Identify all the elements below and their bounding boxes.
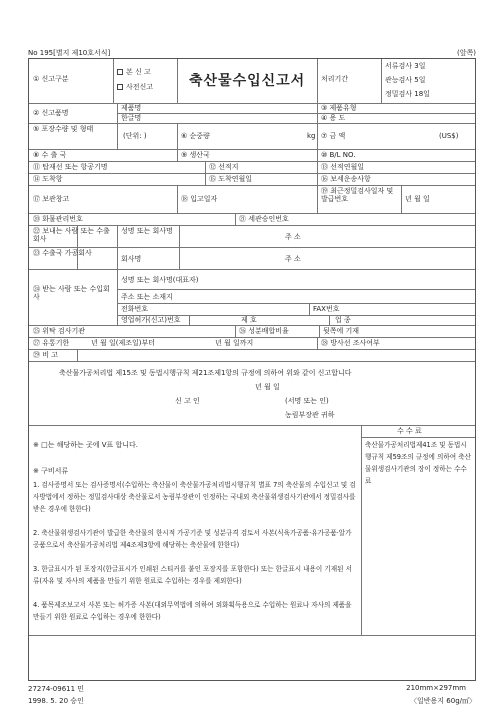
rule bbox=[29, 337, 475, 338]
korean-name-label: 한글명 bbox=[121, 114, 142, 122]
required-doc-item: 1. 검사증명서 또는 검사증명서(수입하는 축산물이 축산물가공처리법시행규칙 별표 7의 축산물의 수입신고 및 검사방법에서 정하는 정밀검사대상 축산물로서 농림부장관이 인정하는 국내외 축산물위생검사기관에서 정밀검사를 받은 경우에 한한다) bbox=[33, 481, 356, 513]
rule bbox=[117, 225, 118, 325]
final-inspection-label: ⑲ 최근정밀검사일자 및 발급번호 bbox=[321, 187, 394, 204]
required-docs-title: ※ 구비서류 bbox=[33, 467, 69, 475]
rule bbox=[117, 289, 475, 290]
importer-name-label: 성명 또는 회사명(대표자) bbox=[121, 276, 199, 284]
period-doc: 서류검사 3일 bbox=[385, 62, 426, 70]
unit-label: (단위: ) bbox=[123, 132, 147, 140]
option-main-report[interactable]: 본 신 고 bbox=[117, 68, 151, 76]
ymd-label: 년 월 일 bbox=[405, 195, 430, 203]
arrival-port-label: ⑭ 도착항 bbox=[33, 175, 63, 183]
option-prior-report[interactable]: 사전신고 bbox=[117, 83, 153, 91]
rule bbox=[401, 185, 402, 213]
declaration-date: 년 월 일 bbox=[255, 383, 280, 391]
importer-license-label: 영업허가(신고)번호 bbox=[121, 316, 181, 324]
usd-unit: (US$) bbox=[439, 132, 459, 140]
rule bbox=[189, 315, 190, 325]
rule bbox=[179, 225, 180, 269]
form-frame bbox=[28, 58, 476, 681]
rule bbox=[29, 173, 475, 174]
maker-label: ㉓ 수출국 가공회사 bbox=[33, 249, 92, 257]
loading-date-label: ⑬ 선적연월일 bbox=[321, 163, 365, 171]
rule bbox=[329, 315, 330, 325]
rule bbox=[117, 103, 118, 149]
net-weight-label: ⑥ 순중량 bbox=[181, 132, 210, 140]
checkbox-icon[interactable] bbox=[117, 69, 123, 75]
processing-period-label: 처리기간 bbox=[321, 75, 349, 83]
expiry-to: 년 월 일까지 bbox=[215, 339, 254, 347]
rule bbox=[29, 185, 475, 186]
rule bbox=[29, 635, 475, 636]
exporter-name-label: 성명 또는 회사명 bbox=[121, 227, 173, 235]
importer-license-no: 제 호 bbox=[241, 316, 257, 324]
paper-type: 〈일반용지 60g/㎡〉 bbox=[410, 697, 476, 705]
approval-date: 1998. 5. 20 승인 bbox=[28, 697, 84, 705]
rule bbox=[77, 349, 78, 361]
rule bbox=[29, 325, 475, 326]
declaration-statement: 축산물가공처리법 제15조 및 동법시행규칙 제21조제1항의 규정에 의하여 위와 같이 신고합니다 bbox=[59, 369, 352, 377]
rule bbox=[29, 247, 475, 248]
period-precision: 정밀검사 18일 bbox=[385, 90, 430, 98]
rule bbox=[361, 425, 362, 635]
fee-text: 축산물가공처리법제41조 및 동법시행규칙 제59조의 규정에 의하여 축산물위생검사기관의 장이 정하는 수수료 bbox=[365, 441, 471, 485]
rule bbox=[317, 149, 318, 185]
paper-size: 210mm×297mm bbox=[406, 684, 466, 692]
arrival-date-label: ⑮ 도착연월일 bbox=[209, 175, 253, 183]
customs-no-label: ㉑ 세관승인번호 bbox=[239, 215, 289, 223]
page-title: 축산물수입신고서 bbox=[189, 73, 306, 89]
rule bbox=[235, 325, 236, 337]
checkbox-note: ※ □는 해당하는 곳에 V표 합니다. bbox=[33, 441, 138, 449]
bonded-transport-label: ⑯ 보세운송사항 bbox=[321, 175, 371, 183]
product-label: ② 신고품명 bbox=[33, 109, 69, 117]
fee-title: 수 수 료 bbox=[397, 427, 422, 435]
warehouse-label: ⑰ 보관창고 bbox=[33, 195, 70, 203]
bl-no-label: ⑩ B/L NO. bbox=[321, 151, 356, 159]
amount-label: ⑦ 금 액 bbox=[321, 132, 346, 140]
period-sensory: 관능검사 5일 bbox=[385, 76, 426, 84]
rule bbox=[29, 123, 475, 124]
see-reverse-note: 뒷쪽에 기재 bbox=[323, 327, 360, 335]
required-doc-item: 2. 축산물위생검사기관이 발급한 축산물의 한시적 가공기준 및 성분규격 검토서 사본(식육가공품·유가공품·알가공품으로서 축산물가공처리법 제4조제3항에 해당하는 축산물에 한한다) bbox=[33, 529, 352, 549]
rule bbox=[317, 185, 318, 213]
cargo-no-label: ⑳ 화물관리번호 bbox=[33, 215, 83, 223]
report-type-label: ① 신고구분 bbox=[33, 75, 69, 83]
rule bbox=[177, 59, 178, 103]
rule bbox=[319, 325, 320, 337]
page-side: (앞쪽) bbox=[457, 49, 476, 57]
rule bbox=[29, 149, 475, 150]
rule bbox=[29, 213, 475, 214]
product-name-label: 제품명 bbox=[121, 104, 142, 112]
inspection-agency-label: ㉕ 위탁 검사기관 bbox=[33, 327, 86, 335]
checkbox-icon[interactable] bbox=[117, 84, 123, 90]
rule bbox=[29, 349, 475, 350]
rule bbox=[177, 185, 178, 213]
rule bbox=[117, 113, 317, 114]
packaging-label: ⑤ 포장수량 및 형태 bbox=[33, 125, 94, 133]
rule bbox=[235, 213, 236, 225]
remark-label: ㉙ 비 고 bbox=[33, 351, 58, 359]
expiry-from: 년 월 일(제조일)부터 bbox=[91, 339, 156, 347]
rule bbox=[317, 59, 318, 149]
rule bbox=[177, 123, 178, 161]
rule bbox=[309, 303, 310, 315]
product-type-label: ③ 제품유형 bbox=[321, 104, 357, 112]
signature-label: (서명 또는 인) bbox=[285, 397, 329, 405]
importer-business-type: 업 종 bbox=[335, 316, 351, 324]
exporter-label: ㉒ 보내는 사람 또는 수출회사 bbox=[33, 227, 110, 244]
rule bbox=[113, 59, 114, 103]
rule bbox=[361, 437, 475, 438]
importer-phone-label: 전화번호 bbox=[121, 305, 149, 313]
required-doc-item: 4. 품목제조보고서 사본 또는 허가증 사본(대외무역법에 의하여 외화획득용으로 수입하는 원료나 자사의 제품을 만들기 위한 원료로 수입하는 경우에 한한다) bbox=[33, 601, 352, 621]
form-code: 27274-09611 민 bbox=[28, 685, 85, 693]
importer-label: ㉔ 받는 사람 또는 수입회사 bbox=[33, 285, 110, 302]
reporter-label: 신 고 인 bbox=[175, 397, 200, 405]
rule bbox=[29, 361, 475, 362]
rule bbox=[117, 303, 475, 304]
importer-address-label: 주소 또는 소재지 bbox=[121, 293, 173, 301]
rule bbox=[29, 425, 475, 426]
rule bbox=[317, 337, 318, 349]
kg-unit: kg bbox=[307, 132, 316, 140]
loading-place-label: ⑫ 선적지 bbox=[209, 163, 239, 171]
maker-name-label: 회사명 bbox=[121, 255, 142, 263]
expiry-label: ㉗ 유통기한 bbox=[33, 339, 70, 347]
importer-fax-label: FAX번호 bbox=[313, 305, 340, 313]
rule bbox=[205, 161, 206, 185]
form-number: No 195[별지 제10호서식] bbox=[28, 49, 111, 57]
maker-address-label: 주 소 bbox=[285, 255, 301, 263]
vessel-label: ⑪ 탑재선 또는 항공기명 bbox=[33, 163, 108, 171]
use-label: ④ 용 도 bbox=[321, 114, 346, 122]
rule bbox=[381, 59, 382, 103]
import-date-label: ⑱ 입고일자 bbox=[181, 195, 218, 203]
rule bbox=[29, 103, 475, 104]
export-country-label: ⑧ 수 출 국 bbox=[33, 151, 67, 159]
recipient-label: 농림부장관 귀하 bbox=[285, 411, 335, 419]
rule bbox=[29, 161, 475, 162]
rule bbox=[29, 269, 475, 270]
exporter-address-label: 주 소 bbox=[285, 233, 301, 241]
rule bbox=[29, 225, 475, 226]
composition-label: ㉖ 성분배합비율 bbox=[239, 327, 289, 335]
irradiation-label: ㉘ 방사선 조사여부 bbox=[321, 339, 380, 347]
producer-label: ⑨ 생산국 bbox=[181, 151, 210, 159]
required-doc-item: 3. 한글표시가 된 포장지(한글표시가 인쇄된 스티커를 붙인 포장지를 포함한다) 또는 한글표시 내용이 기재된 서류(자유 및 자사의 제품을 만들기 위한 원료로 수입하는 경우를 제외한다) bbox=[33, 565, 352, 585]
